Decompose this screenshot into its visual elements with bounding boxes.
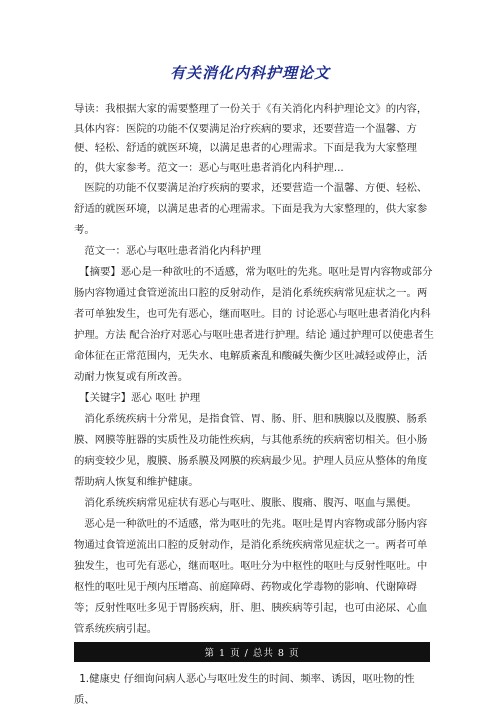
paragraph: 【关键字】恶心 呕吐 护理 bbox=[79, 392, 201, 405]
document-title: 有关消化内科护理论文 bbox=[169, 64, 330, 82]
page-footer: 第 1 页 / 总共 8 页 bbox=[74, 642, 430, 662]
paragraph: 医院的功能不仅要满足治疗疾病的要求，还要营造一个温馨、方便、轻松、舒适的就医环境，以满足患者的心理需求。下面是我为大家整理的，供大家参考。 bbox=[74, 182, 428, 237]
paragraph: 【摘要】恶心是一种欲吐的不适感，常为呕吐的先兆。呕吐是胃内容物或部分肠内容物通过食管逆流出口腔的反射动作，是消化系统疾病常见症状之一。两者可单独发生，也可先有恶心，继而呕吐。目的 讨论恶心与呕吐患者消化内科护理。方法 配合治疗对恶心与呕吐患者进行护理。结论 通过护理可以使患者生命体征在正常范围内，无失水、电解质紊乱和酸碱失衡少区吐减轻或停止，活动耐力恢复或有所改善。 bbox=[74, 266, 434, 384]
paragraph: 范文一：恶心与呕吐患者消化内科护理 bbox=[84, 245, 262, 258]
paragraph: 1.健康史 仔细询问病人恶心与呕吐发生的时间、频率、诱因，呕吐物的性质、 bbox=[74, 673, 415, 707]
paragraph: 恶心是一种欲吐的不适感，常为呕吐的先兆。呕吐是胃内容物或部分肠内容物通过食管逆流出口腔的反射动作，是消化系统疾病常见症状之一。两者可单独发生，也可先有恶心，继而呕吐。呕吐分为中枢性的呕吐与反射性呕吐。中枢性的呕吐见于颅内压增高、前庭障碍、药物或化学毒物的影响、代谢障碍等；反射性呕吐多见于胃肠疾病，肝、胆、胰疾病等引起，也可由泌尿、心血管系统疾病引起。 bbox=[74, 518, 428, 636]
paragraph: 导读：我根据大家的需要整理了一份关于《有关消化内科护理论文》的内容，具体内容：医院的功能不仅要满足治疗疾病的要求，还要营造一个温馨、方便、轻松、舒适的就医环境，以满足患者的心理需求。下面是我为大家整理的，供大家参考。范文一：恶心与呕吐患者消化内科护理... bbox=[74, 103, 428, 174]
document-body bbox=[74, 100, 434, 711]
paragraph: 消化系统疾病常见症状有恶心与呕吐、腹胀、腹痛、腹泻、呕血与黑便。 bbox=[84, 497, 417, 510]
paragraph: 消化系统疾病十分常见，是指食管、胃、肠、肝、胆和胰腺以及腹膜、肠系膜、网膜等脏器的实质性及功能性疾病，与其他系统的疾病密切相关。但小肠的病变较少见，腹膜、肠系膜及网膜的疾病最少见。护理人员应从整体的角度帮助病人恢复和维护健康。 bbox=[74, 413, 428, 489]
